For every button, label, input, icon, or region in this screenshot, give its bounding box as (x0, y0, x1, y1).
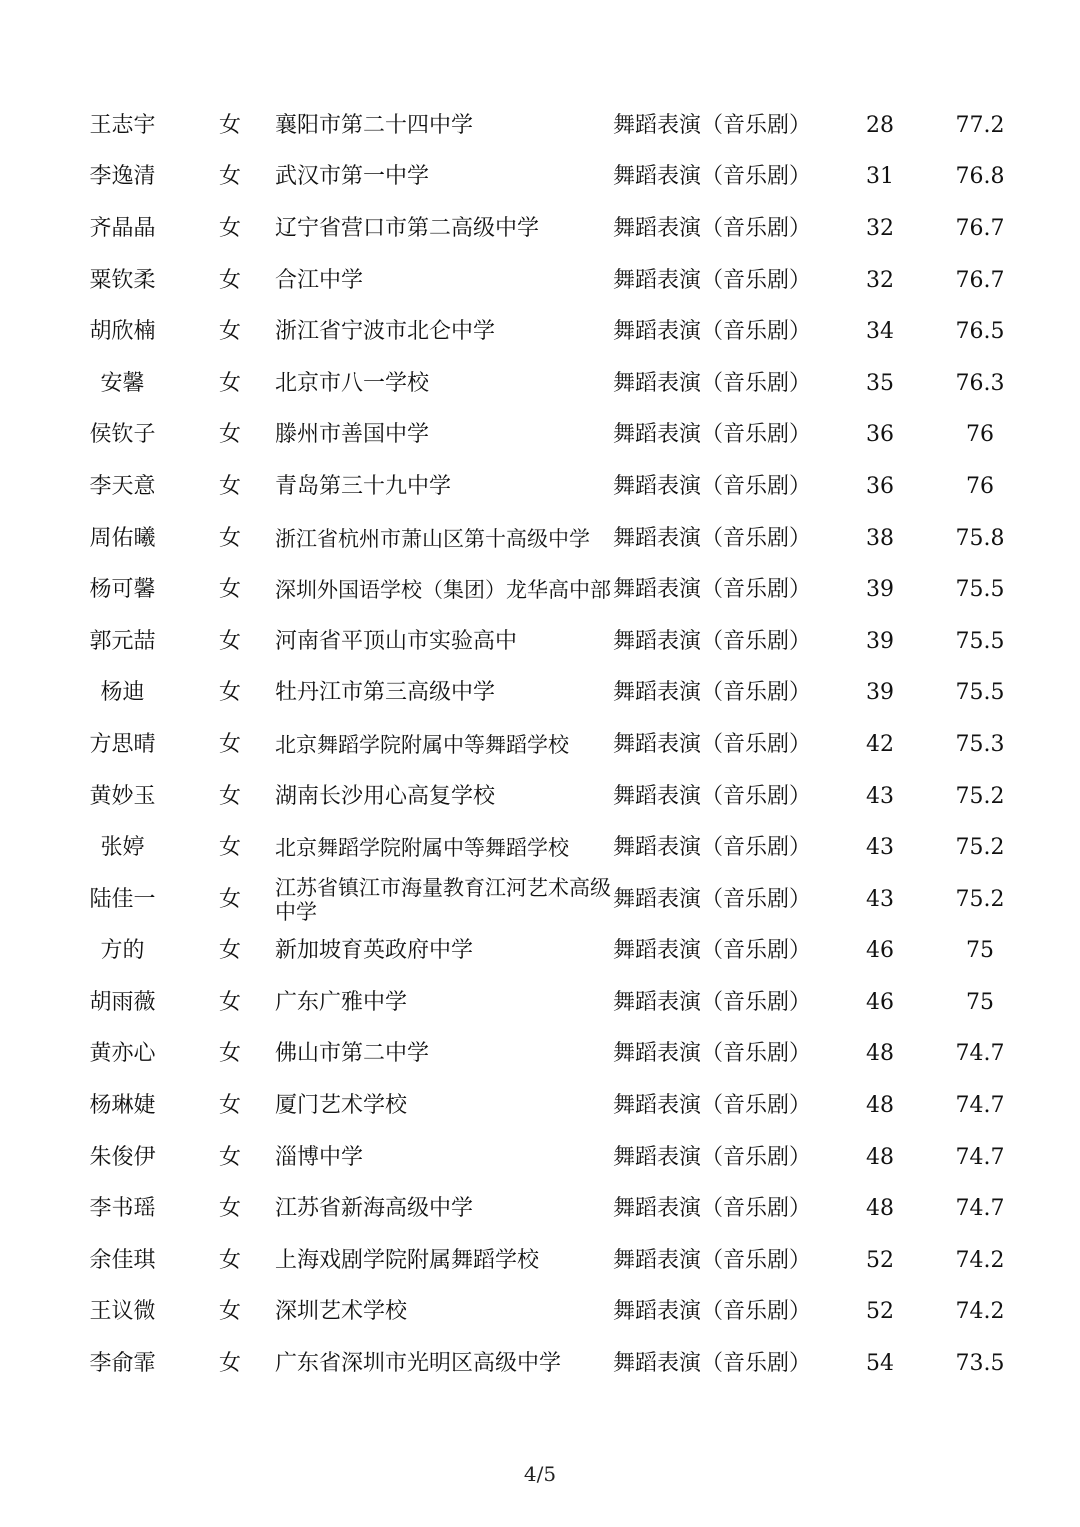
rank-cell: 46 (866, 989, 894, 1015)
table-row (60, 1338, 1040, 1390)
rank-cell: 52 (866, 1247, 894, 1273)
rank-cell: 35 (866, 370, 894, 396)
student-name-cell: 李书瑶 (89, 1196, 156, 1222)
school-name-cell: 北京舞蹈学院附属中等舞蹈学校 (275, 732, 569, 757)
school-name-cell: 江苏省镇江市海量教育江河艺术高级中学 (275, 875, 611, 924)
major-cell: 舞蹈表演（音乐剧） (613, 1196, 812, 1222)
score-cell: 76 (966, 422, 994, 448)
table-row (60, 874, 1040, 926)
major-cell: 舞蹈表演（音乐剧） (613, 886, 812, 912)
rank-cell: 54 (866, 1351, 894, 1377)
table-row (60, 1235, 1040, 1287)
student-name-cell: 安馨 (100, 370, 145, 396)
gender-cell: 女 (218, 422, 241, 448)
score-cell: 76.7 (955, 215, 1005, 241)
gender-cell: 女 (218, 1247, 241, 1273)
table-row (60, 822, 1040, 874)
score-cell: 74.7 (955, 1093, 1005, 1119)
student-name-cell: 方思晴 (89, 731, 156, 757)
table-row (60, 513, 1040, 565)
school-name-cell: 浙江省宁波市北仑中学 (275, 319, 496, 345)
table-row (60, 152, 1040, 204)
score-cell: 75.2 (955, 886, 1005, 912)
rank-cell: 42 (866, 731, 894, 757)
table-row (60, 719, 1040, 771)
rank-cell: 48 (866, 1093, 894, 1119)
rank-cell: 48 (866, 1196, 894, 1222)
rank-cell: 48 (866, 1144, 894, 1170)
student-name-cell: 黄亦心 (89, 1041, 156, 1067)
gender-cell: 女 (218, 1144, 241, 1170)
gender-cell: 女 (218, 783, 241, 809)
school-name-cell: 新加坡育英政府中学 (275, 938, 474, 964)
major-cell: 舞蹈表演（音乐剧） (613, 1093, 812, 1119)
student-name-cell: 胡雨薇 (89, 989, 156, 1015)
score-cell: 75.5 (955, 680, 1005, 706)
table-row (60, 1183, 1040, 1235)
rank-cell: 34 (866, 319, 894, 345)
student-name-cell: 余佳琪 (89, 1247, 156, 1273)
table-row (60, 255, 1040, 307)
major-cell: 舞蹈表演（音乐剧） (613, 319, 812, 345)
score-cell: 75.8 (955, 525, 1005, 551)
rank-cell: 43 (866, 783, 894, 809)
score-cell: 75.5 (955, 628, 1005, 654)
student-name-cell: 周佑曦 (89, 525, 156, 551)
score-cell: 74.7 (955, 1041, 1005, 1067)
score-cell: 75 (966, 989, 994, 1015)
rank-cell: 36 (866, 422, 894, 448)
table-row (60, 977, 1040, 1029)
school-name-cell: 青岛第三十九中学 (275, 473, 452, 499)
gender-cell: 女 (218, 680, 241, 706)
rank-cell: 36 (866, 473, 894, 499)
score-cell: 75.2 (955, 835, 1005, 861)
student-name-cell: 方的 (100, 938, 145, 964)
rank-cell: 31 (866, 164, 894, 190)
student-name-cell: 郭元喆 (89, 628, 156, 654)
gender-cell: 女 (218, 577, 241, 603)
table-row (60, 358, 1040, 410)
gender-cell: 女 (218, 1299, 241, 1325)
gender-cell: 女 (218, 215, 241, 241)
school-name-cell: 辽宁省营口市第二高级中学 (275, 215, 540, 241)
table-row (60, 668, 1040, 720)
gender-cell: 女 (218, 938, 241, 964)
major-cell: 舞蹈表演（音乐剧） (613, 577, 812, 603)
rank-cell: 52 (866, 1299, 894, 1325)
table-row (60, 1080, 1040, 1132)
student-name-cell: 张婷 (100, 835, 145, 861)
table-row (60, 461, 1040, 513)
score-cell: 76.7 (955, 267, 1005, 293)
rank-cell: 39 (866, 577, 894, 603)
school-name-cell: 河南省平顶山市实验高中 (275, 628, 518, 654)
gender-cell: 女 (218, 112, 241, 138)
school-name-cell: 武汉市第一中学 (275, 164, 430, 190)
gender-cell: 女 (218, 886, 241, 912)
table-row (60, 410, 1040, 462)
school-name-cell: 襄阳市第二十四中学 (275, 112, 474, 138)
table-row (60, 1029, 1040, 1081)
gender-cell: 女 (218, 1093, 241, 1119)
school-name-cell: 上海戏剧学院附属舞蹈学校 (275, 1247, 540, 1273)
gender-cell: 女 (218, 731, 241, 757)
major-cell: 舞蹈表演（音乐剧） (613, 989, 812, 1015)
major-cell: 舞蹈表演（音乐剧） (613, 1041, 812, 1067)
gender-cell: 女 (218, 628, 241, 654)
rank-cell: 28 (866, 112, 894, 138)
major-cell: 舞蹈表演（音乐剧） (613, 112, 812, 138)
rank-cell: 46 (866, 938, 894, 964)
gender-cell: 女 (218, 267, 241, 293)
table-row (60, 1287, 1040, 1339)
major-cell: 舞蹈表演（音乐剧） (613, 1351, 812, 1377)
score-cell: 75 (966, 938, 994, 964)
student-name-cell: 朱俊伊 (89, 1144, 156, 1170)
school-name-cell: 广东省深圳市光明区高级中学 (275, 1351, 562, 1377)
school-name-cell: 北京市八一学校 (275, 370, 430, 396)
student-name-cell: 陆佳一 (89, 886, 156, 912)
results-table-body (60, 100, 1040, 1390)
major-cell: 舞蹈表演（音乐剧） (613, 473, 812, 499)
school-name-cell: 浙江省杭州市萧山区第十高级中学 (275, 526, 590, 551)
school-name-cell: 湖南长沙用心高复学校 (275, 783, 496, 809)
school-name-cell: 佛山市第二中学 (275, 1041, 430, 1067)
rank-cell: 32 (866, 215, 894, 241)
major-cell: 舞蹈表演（音乐剧） (613, 370, 812, 396)
score-cell: 76 (966, 473, 994, 499)
score-cell: 76.3 (955, 370, 1005, 396)
rank-cell: 39 (866, 628, 894, 654)
score-cell: 73.5 (955, 1351, 1005, 1377)
student-name-cell: 李天意 (89, 473, 156, 499)
table-row (60, 926, 1040, 978)
score-cell: 74.7 (955, 1196, 1005, 1222)
major-cell: 舞蹈表演（音乐剧） (613, 164, 812, 190)
gender-cell: 女 (218, 164, 241, 190)
student-name-cell: 齐晶晶 (89, 215, 156, 241)
student-name-cell: 杨琳婕 (89, 1093, 156, 1119)
score-cell: 74.2 (955, 1299, 1005, 1325)
rank-cell: 43 (866, 886, 894, 912)
gender-cell: 女 (218, 525, 241, 551)
rank-cell: 48 (866, 1041, 894, 1067)
student-name-cell: 李俞霏 (89, 1351, 156, 1377)
table-row (60, 771, 1040, 823)
major-cell: 舞蹈表演（音乐剧） (613, 1144, 812, 1170)
school-name-cell: 北京舞蹈学院附属中等舞蹈学校 (275, 836, 569, 861)
gender-cell: 女 (218, 1351, 241, 1377)
score-cell: 76.8 (955, 164, 1005, 190)
gender-cell: 女 (218, 473, 241, 499)
table-row (60, 564, 1040, 616)
major-cell: 舞蹈表演（音乐剧） (613, 835, 812, 861)
school-name-cell: 深圳外国语学校（集团）龙华高中部 (275, 578, 611, 603)
major-cell: 舞蹈表演（音乐剧） (613, 938, 812, 964)
gender-cell: 女 (218, 835, 241, 861)
major-cell: 舞蹈表演（音乐剧） (613, 267, 812, 293)
table-row (60, 306, 1040, 358)
school-name-cell: 合江中学 (275, 267, 364, 293)
student-name-cell: 黄妙玉 (89, 783, 156, 809)
school-name-cell: 深圳艺术学校 (275, 1299, 408, 1325)
student-name-cell: 胡欣楠 (89, 319, 156, 345)
major-cell: 舞蹈表演（音乐剧） (613, 1247, 812, 1273)
score-cell: 76.5 (955, 319, 1005, 345)
student-name-cell: 杨可馨 (89, 577, 156, 603)
school-name-cell: 滕州市善国中学 (275, 422, 430, 448)
school-name-cell: 淄博中学 (275, 1144, 364, 1170)
student-name-cell: 王议微 (89, 1299, 156, 1325)
major-cell: 舞蹈表演（音乐剧） (613, 215, 812, 241)
table-row (60, 100, 1040, 152)
gender-cell: 女 (218, 1041, 241, 1067)
table-row (60, 203, 1040, 255)
student-name-cell: 粟钦柔 (89, 267, 156, 293)
school-name-cell: 牡丹江市第三高级中学 (275, 680, 496, 706)
gender-cell: 女 (218, 370, 241, 396)
score-cell: 75.2 (955, 783, 1005, 809)
school-name-cell: 厦门艺术学校 (275, 1093, 408, 1119)
gender-cell: 女 (218, 319, 241, 345)
major-cell: 舞蹈表演（音乐剧） (613, 783, 812, 809)
rank-cell: 32 (866, 267, 894, 293)
major-cell: 舞蹈表演（音乐剧） (613, 422, 812, 448)
gender-cell: 女 (218, 1196, 241, 1222)
score-cell: 75.5 (955, 577, 1005, 603)
score-cell: 74.2 (955, 1247, 1005, 1273)
table-row (60, 1132, 1040, 1184)
table-row (60, 616, 1040, 668)
student-name-cell: 杨迪 (100, 680, 145, 706)
score-cell: 75.3 (955, 731, 1005, 757)
rank-cell: 38 (866, 525, 894, 551)
rank-cell: 39 (866, 680, 894, 706)
score-cell: 77.2 (955, 112, 1005, 138)
major-cell: 舞蹈表演（音乐剧） (613, 525, 812, 551)
student-name-cell: 李逸清 (89, 164, 156, 190)
school-name-cell: 江苏省新海高级中学 (275, 1196, 474, 1222)
student-name-cell: 侯钦子 (89, 422, 156, 448)
school-name-cell: 广东广雅中学 (275, 989, 408, 1015)
results-table (60, 100, 1040, 1390)
score-cell: 74.7 (955, 1144, 1005, 1170)
student-name-cell: 王志宇 (89, 112, 156, 138)
page-number: 4/5 (523, 1462, 557, 1486)
major-cell: 舞蹈表演（音乐剧） (613, 680, 812, 706)
major-cell: 舞蹈表演（音乐剧） (613, 731, 812, 757)
major-cell: 舞蹈表演（音乐剧） (613, 628, 812, 654)
rank-cell: 43 (866, 835, 894, 861)
gender-cell: 女 (218, 989, 241, 1015)
major-cell: 舞蹈表演（音乐剧） (613, 1299, 812, 1325)
